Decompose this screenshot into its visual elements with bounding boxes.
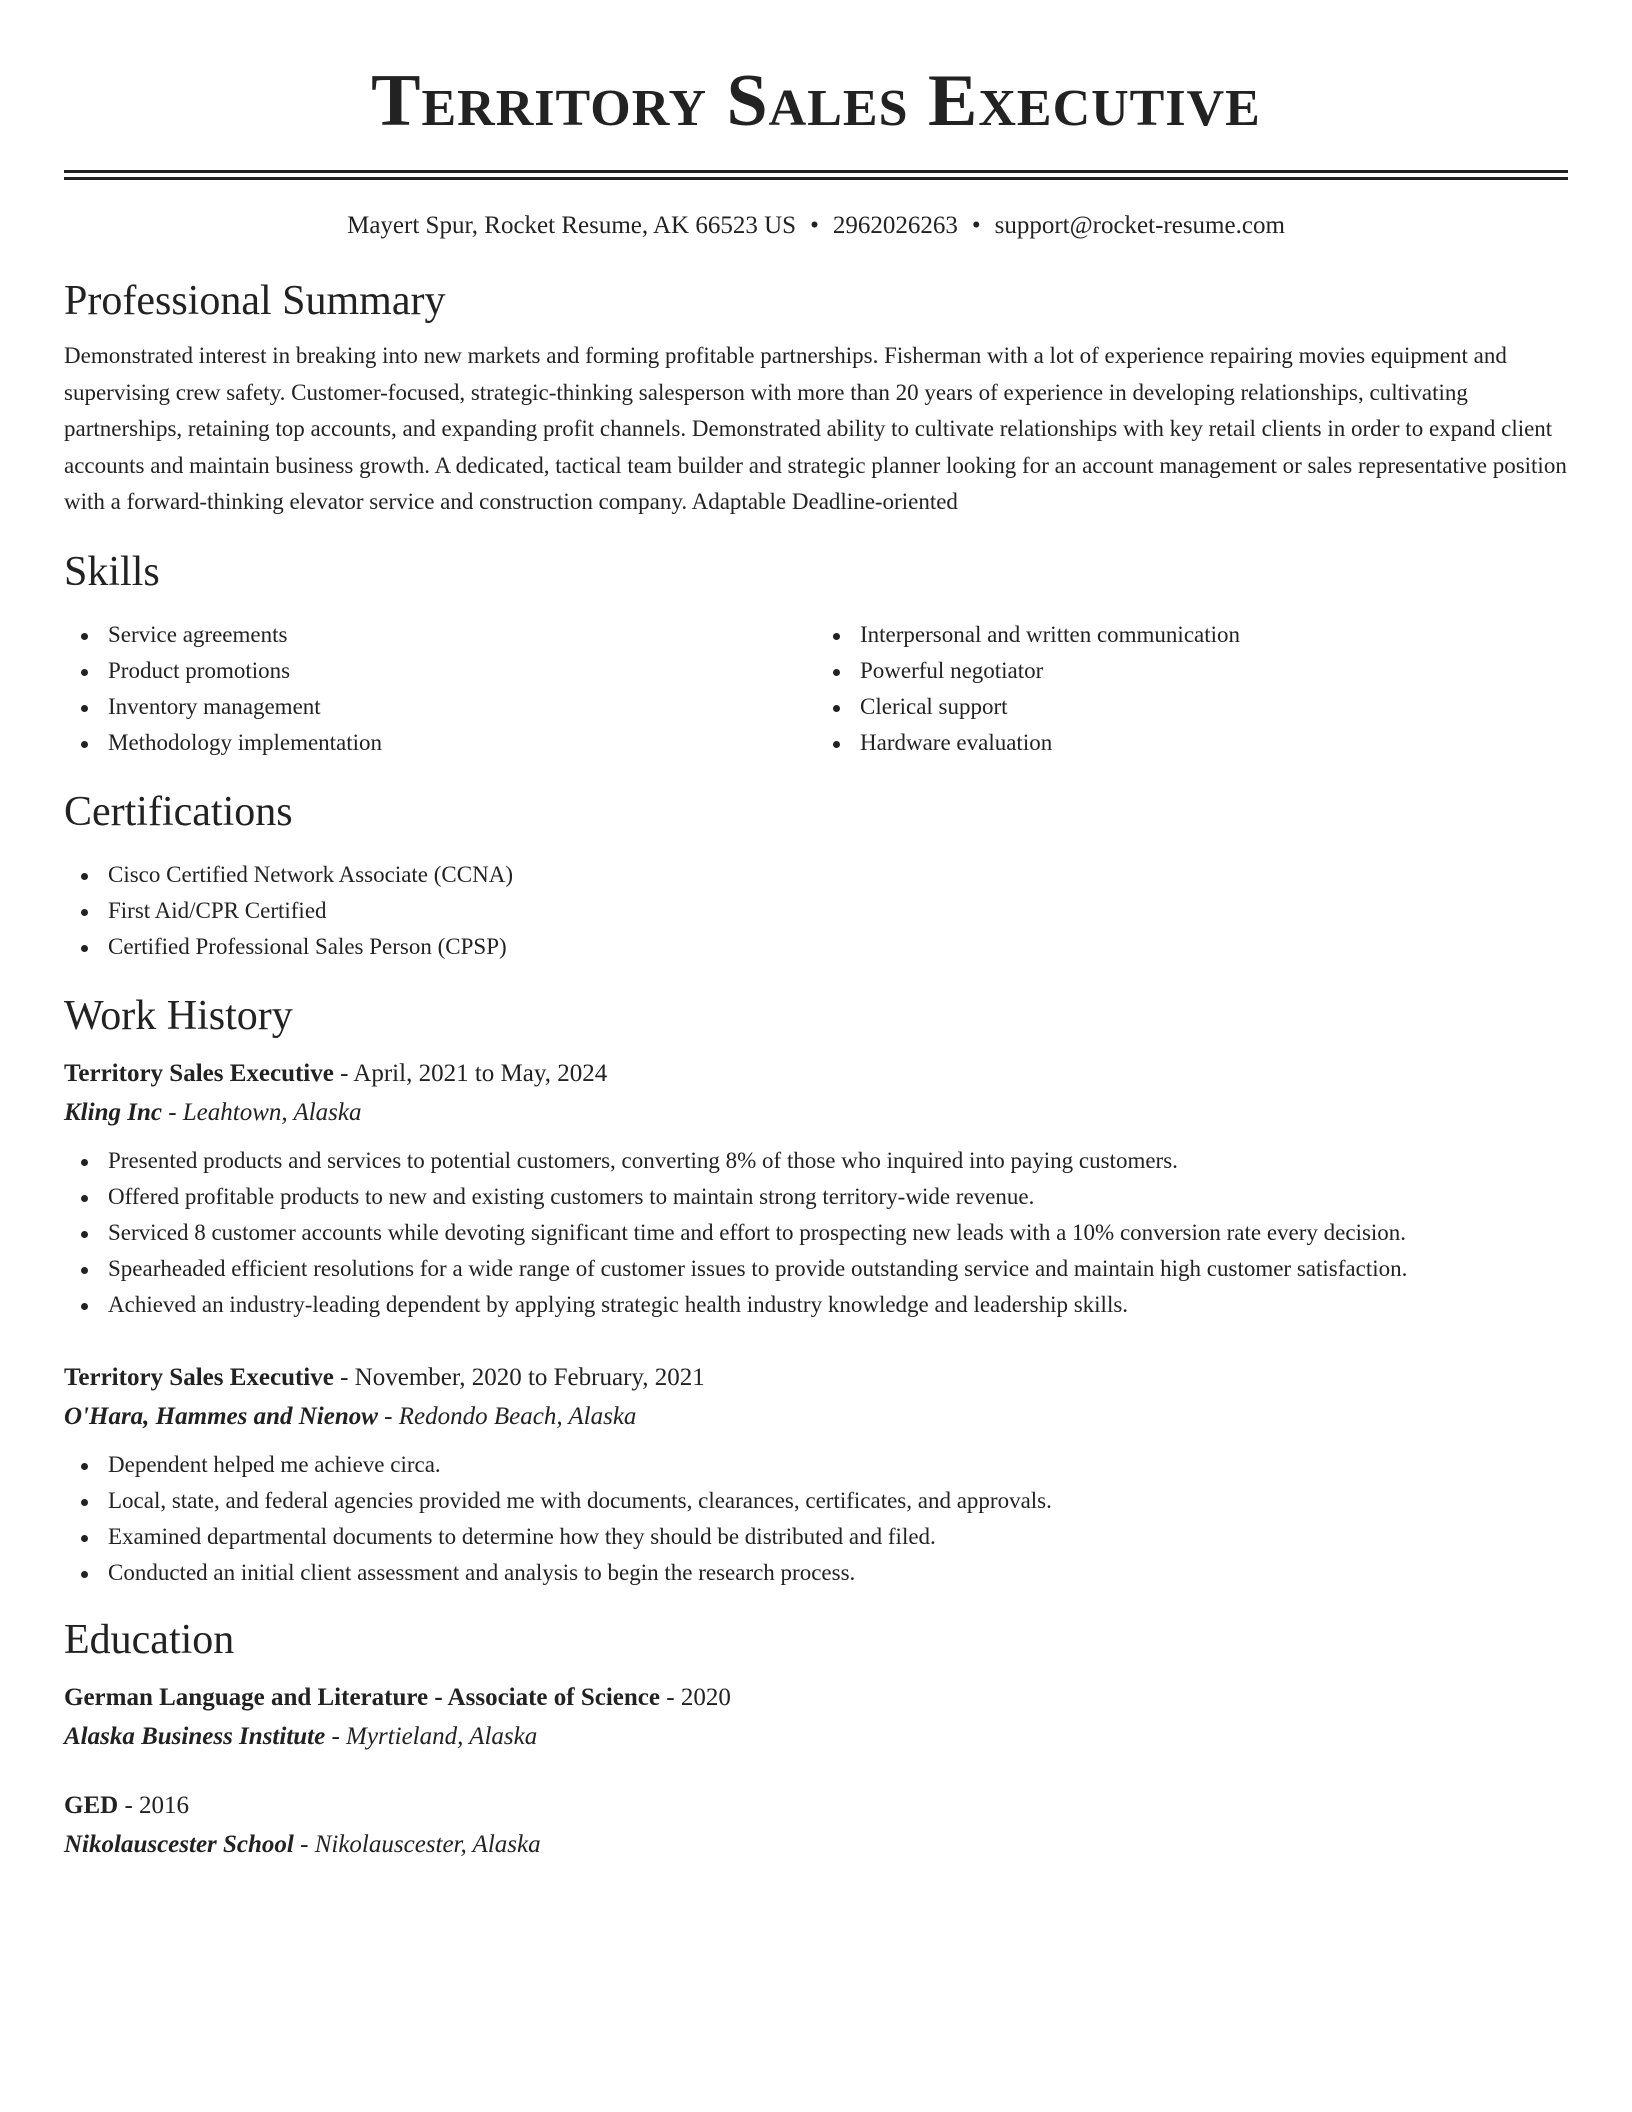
section-heading-work-history: Work History <box>64 992 293 1039</box>
skill-item: Product promotions <box>64 653 816 689</box>
contact-phone: 2962026263 <box>832 212 958 239</box>
job-bullet: Spearheaded efficient resolutions for a wide range of customer issues to provide outstanding service and maintain high customer satisfaction. <box>64 1251 1568 1287</box>
job-employer <box>64 1397 1568 1437</box>
job-bullet: Local, state, and federal agencies provided me with documents, clearances, certificates, and approvals. <box>64 1483 1568 1519</box>
certification-item: Certified Professional Sales Person (CPSP) <box>64 929 1568 965</box>
job-bullets <box>64 1447 1568 1591</box>
job-bullet: Presented products and services to potential customers, converting 8% of those who inquired into paying customers. <box>64 1143 1568 1179</box>
skills-column-right <box>816 617 1568 761</box>
job-header <box>64 1359 1568 1397</box>
certification-item: Cisco Certified Network Associate (CCNA) <box>64 857 1568 893</box>
job-bullet: Conducted an initial client assessment and analysis to begin the research process. <box>64 1555 1568 1591</box>
skill-item: Service agreements <box>64 617 816 653</box>
job-location: - Redondo Beach, Alaska <box>377 1402 637 1430</box>
skill-item: Clerical support <box>816 689 1568 725</box>
certification-item: First Aid/CPR Certified <box>64 893 1568 929</box>
contact-separator: • <box>971 212 981 239</box>
skill-item: Interpersonal and written communication <box>816 617 1568 653</box>
education-school: Alaska Business Institute <box>64 1722 326 1750</box>
education-degree: German Language and Literature - Associate of Science <box>64 1683 660 1711</box>
skill-item: Hardware evaluation <box>816 725 1568 761</box>
contact-address: Mayert Spur, Rocket Resume, AK 66523 US <box>347 212 797 239</box>
job-title: Territory Sales Executive <box>64 1059 334 1087</box>
skill-item: Inventory management <box>64 689 816 725</box>
education-year: - 2016 <box>118 1791 190 1819</box>
certifications-section <box>64 787 1568 965</box>
job-entry <box>64 1359 1568 1591</box>
certifications-list <box>64 857 1568 965</box>
job-company: Kling Inc <box>64 1098 162 1126</box>
education-header <box>64 1787 1568 1825</box>
education-section <box>64 1615 1568 1865</box>
contact-email: support@rocket-resume.com <box>994 212 1285 239</box>
section-heading-skills: Skills <box>64 548 160 595</box>
job-employer <box>64 1093 1568 1133</box>
education-school: Nikolauscester School <box>64 1830 294 1858</box>
education-location: - Nikolauscester, Alaska <box>293 1830 541 1858</box>
summary-text: Demonstrated interest in breaking into new markets and forming profitable partnerships. Fisherman with a lot of experience repairing movies equipment and supervising crew safety. Customer-focused, strategic-thinking salesperson with more than 20 years of experience in developing relationships, cultivating partnerships, retaining top accounts, and expanding profit channels. Demonstrated ability to cultivate relationships with key retail clients in order to expand client accounts and maintain business growth. A dedicated, tactical team builder and strategic planner looking for an account management or sales representative position with a forward-thinking elevator service and construction company. Adaptable Deadline-oriented <box>64 343 1567 514</box>
resume-title: Territory Sales Executive <box>371 60 1261 142</box>
section-heading-education: Education <box>64 1616 235 1663</box>
skills-grid <box>64 617 1568 761</box>
education-entry <box>64 1679 1568 1757</box>
job-header <box>64 1055 1568 1093</box>
job-location: - Leahtown, Alaska <box>161 1098 362 1126</box>
skill-item: Powerful negotiator <box>816 653 1568 689</box>
job-company: O'Hara, Hammes and Nienow <box>64 1402 378 1430</box>
job-bullet: Offered profitable products to new and existing customers to maintain strong territory-wide revenue. <box>64 1179 1568 1215</box>
job-dates: - November, 2020 to February, 2021 <box>333 1363 705 1391</box>
job-bullet: Achieved an industry-leading dependent by applying strategic health industry knowledge and leadership skills. <box>64 1287 1568 1323</box>
contact-separator: • <box>810 212 819 239</box>
education-school-line <box>64 1825 1568 1865</box>
title-double-rule <box>64 170 1568 180</box>
education-school-line <box>64 1717 1568 1757</box>
job-title: Territory Sales Executive <box>64 1363 334 1391</box>
education-location: - Myrtieland, Alaska <box>325 1722 538 1750</box>
section-heading-summary: Professional Summary <box>64 278 446 324</box>
contact-line <box>64 210 1568 242</box>
job-entry <box>64 1055 1568 1323</box>
education-header <box>64 1679 1568 1717</box>
work-history-section <box>64 991 1568 1591</box>
section-heading-certifications: Certifications <box>64 788 293 835</box>
job-dates: - April, 2021 to May, 2024 <box>333 1059 608 1087</box>
skills-section <box>64 547 1568 761</box>
education-year: - 2020 <box>660 1683 731 1711</box>
skill-item: Methodology implementation <box>64 725 816 761</box>
education-entry <box>64 1787 1568 1865</box>
job-bullet: Dependent helped me achieve circa. <box>64 1447 1568 1483</box>
summary-section <box>64 276 1568 521</box>
education-degree: GED <box>64 1791 119 1819</box>
job-bullet: Examined departmental documents to determine how they should be distributed and filed. <box>64 1519 1568 1555</box>
skills-column-left <box>64 617 816 761</box>
job-bullet: Serviced 8 customer accounts while devoting significant time and effort to prospecting new leads with a 10% conversion rate every decision. <box>64 1215 1568 1251</box>
job-bullets <box>64 1143 1568 1323</box>
